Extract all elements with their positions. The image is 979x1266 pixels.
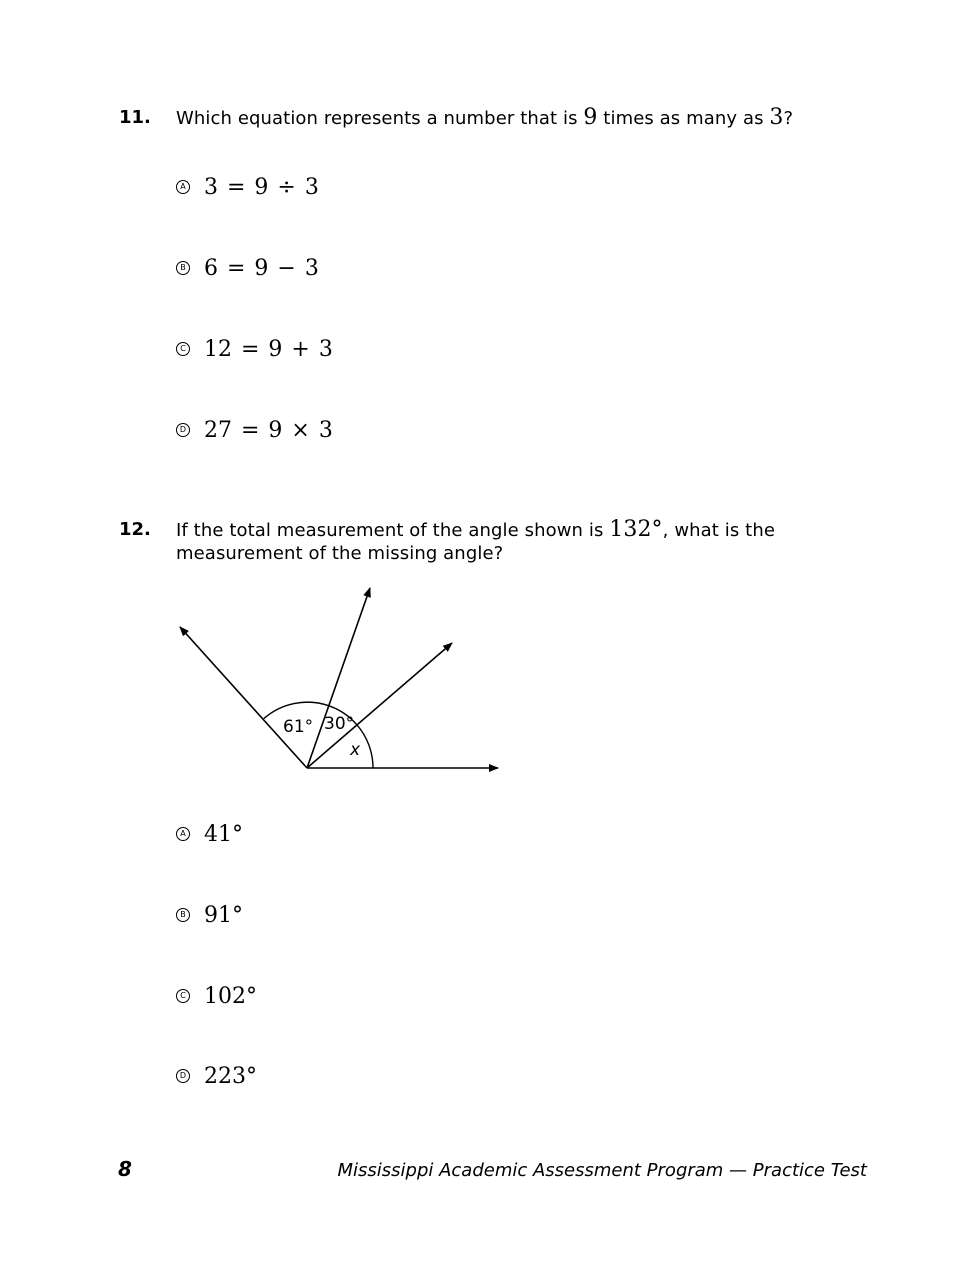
question-12-text-suffix: , what is the	[662, 520, 775, 541]
question-11-choice-c[interactable]	[176, 334, 333, 364]
choice-text: 6 = 9 − 3	[204, 255, 319, 281]
question-11-text-middle: times as many as	[597, 108, 770, 129]
choice-bubble-c[interactable]: C	[176, 989, 190, 1003]
angle-label-30: 30°	[324, 714, 355, 734]
choice-text: 3 = 9 ÷ 3	[204, 174, 319, 200]
choice-bubble-b[interactable]: B	[176, 908, 190, 922]
question-11-value-a: 9	[583, 105, 598, 130]
choice-bubble-a[interactable]: A	[176, 180, 190, 194]
page-number: 8	[118, 1157, 132, 1181]
choice-text: 102°	[204, 983, 257, 1009]
question-11-choice-b[interactable]	[176, 253, 319, 283]
footer-title: Mississippi Academic Assessment Program — Practice Test	[337, 1160, 867, 1181]
choice-text: 41°	[204, 821, 243, 847]
choice-bubble-d[interactable]: D	[176, 1069, 190, 1083]
question-11-value-b: 3	[769, 105, 784, 130]
angle-label-61: 61°	[283, 717, 314, 737]
question-11-text-prefix: Which equation represents a number that is	[176, 108, 584, 129]
choice-text: 27 = 9 × 3	[204, 417, 333, 443]
ray-left	[180, 627, 307, 768]
question-12-choice-a[interactable]	[176, 819, 243, 849]
choice-bubble-d[interactable]: D	[176, 423, 190, 437]
question-12-number: 12.	[119, 519, 151, 540]
question-11-text-suffix: ?	[783, 108, 794, 129]
question-12-total-angle: 132°	[609, 517, 663, 542]
question-11-choice-d[interactable]	[176, 415, 333, 445]
choice-text: 91°	[204, 902, 243, 928]
question-11-number: 11.	[119, 107, 151, 128]
question-12-choice-b[interactable]	[176, 900, 243, 930]
question-12-text	[176, 518, 775, 565]
choice-bubble-a[interactable]: A	[176, 827, 190, 841]
choice-text: 12 = 9 + 3	[204, 336, 333, 362]
angle-label-x: x	[350, 740, 361, 760]
question-12-text-prefix: If the total measurement of the angle shown is	[176, 520, 610, 541]
question-11-text	[176, 106, 793, 130]
question-11-choice-a[interactable]	[176, 172, 319, 202]
choice-bubble-b[interactable]: B	[176, 261, 190, 275]
question-12-text-line2: measurement of the missing angle?	[176, 543, 504, 564]
choice-text: 223°	[204, 1063, 257, 1089]
question-12-choice-d[interactable]	[176, 1061, 257, 1091]
question-12-choice-c[interactable]	[176, 981, 257, 1011]
angle-diagram	[170, 580, 510, 780]
choice-bubble-c[interactable]: C	[176, 342, 190, 356]
